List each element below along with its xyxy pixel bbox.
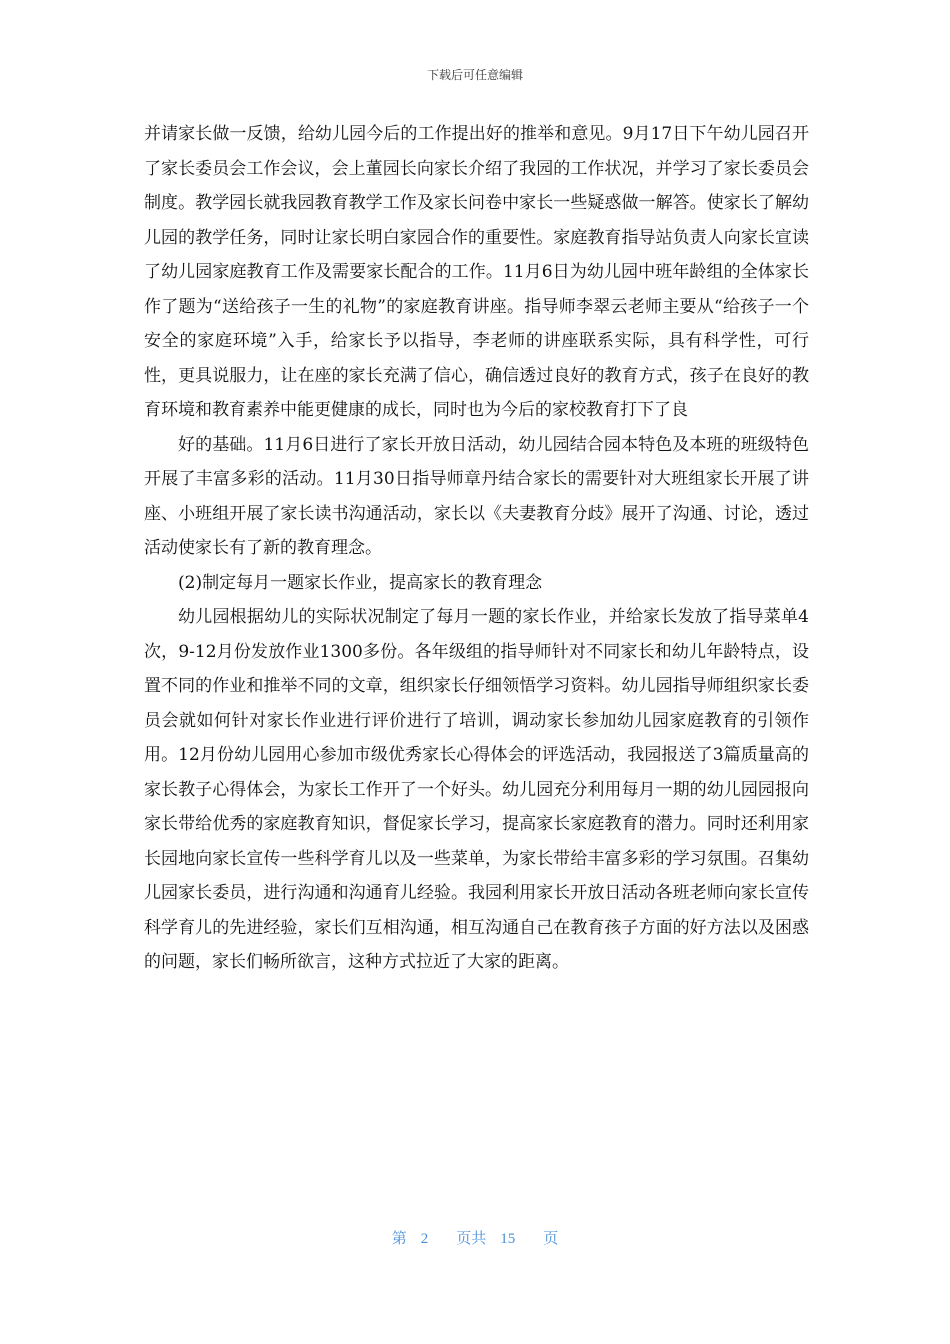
document-body — [144, 117, 809, 980]
page-footer — [0, 1227, 950, 1248]
paragraph-2: 好的基础。11月6日进行了家长开放日活动，幼儿园结合园本特色及本班的班级特色开展了丰富多彩的活动。11月30日指导师章丹结合家长的需要针对大班组家长开展了讲座、小班组开展了家长读书沟通活动，家长以《夫妻教育分歧》展开了沟通、讨论，透过活动使家长有了新的教育理念。 — [144, 434, 809, 558]
footer-prefix: 第 — [391, 1231, 407, 1247]
footer-total-pages: 15 — [500, 1231, 516, 1247]
page-header: 下载后可任意编辑 — [426, 68, 523, 82]
footer-suffix: 页 — [543, 1231, 559, 1247]
section-heading: (2)制定每月一题家长作业，提高家长的教育理念 — [178, 572, 543, 593]
paragraph-3: 幼儿园根据幼儿的实际状况制定了每月一题的家长作业，并给家长发放了指导菜单4次，9-12月份发放作业1300多份。各年级组的指导师针对不同家长和幼儿年龄特点，设置不同的作业和推举不同的文章，组织家长仔细领悟学习资料。幼儿园指导师组织家长委员会就如何针对家长作业进行评价进行了培训，调动家长参加幼儿园家庭教育的引领作用。12月份幼儿园用心参加市级优秀家长心得体会的评选活动，我园报送了3篇质量高的家长教子心得体会，为家长工作开了一个好头。幼儿园充分利用每月一期的幼儿园园报向家长带给优秀的家庭教育知识，督促家长学习，提高家长家庭教育的潜力。同时还利用家长园地向家长宣传一些科学育儿以及一些菜单，为家长带给丰富多彩的学习氛围。召集幼儿园家长委员，进行沟通和沟通育儿经验。我园利用家长开放日活动各班老师向家长宣传科学育儿的先进经验，家长们互相沟通，相互沟通自己在教育孩子方面的好方法以及困惑的问题，家长们畅所欲言，这种方式拉近了大家的距离。 — [144, 607, 809, 972]
footer-page-number: 2 — [420, 1231, 429, 1247]
paragraph-1: 并请家长做一反馈，给幼儿园今后的工作提出好的推举和意见。9月17日下午幼儿园召开了家长委员会工作会议，会上董园长向家长介绍了我园的工作状况，并学习了家长委员会制度。教学园长就我园教育教学工作及家长问卷中家长一些疑惑做一解答。使家长了解幼儿园的教学任务，同时让家长明白家园合作的重要性。家庭教育指导站负责人向家长宣读了幼儿园家庭教育工作及需要家长配合的工作。11月6日为幼儿园中班年龄组的全体家长作了题为“送给孩子一生的礼物”的家庭教育讲座。指导师李翠云老师主要从“给孩子一个安全的家庭环境”入手，给家长予以指导，李老师的讲座联系实际，具有科学性，可行性，更具说服力，让在座的家长充满了信心，确信透过良好的教育方式，孩子在良好的教育环境和教育素养中能更健康的成长，同时也为今后的家校教育打下了良 — [144, 124, 809, 420]
footer-middle: 页共 — [456, 1231, 487, 1247]
